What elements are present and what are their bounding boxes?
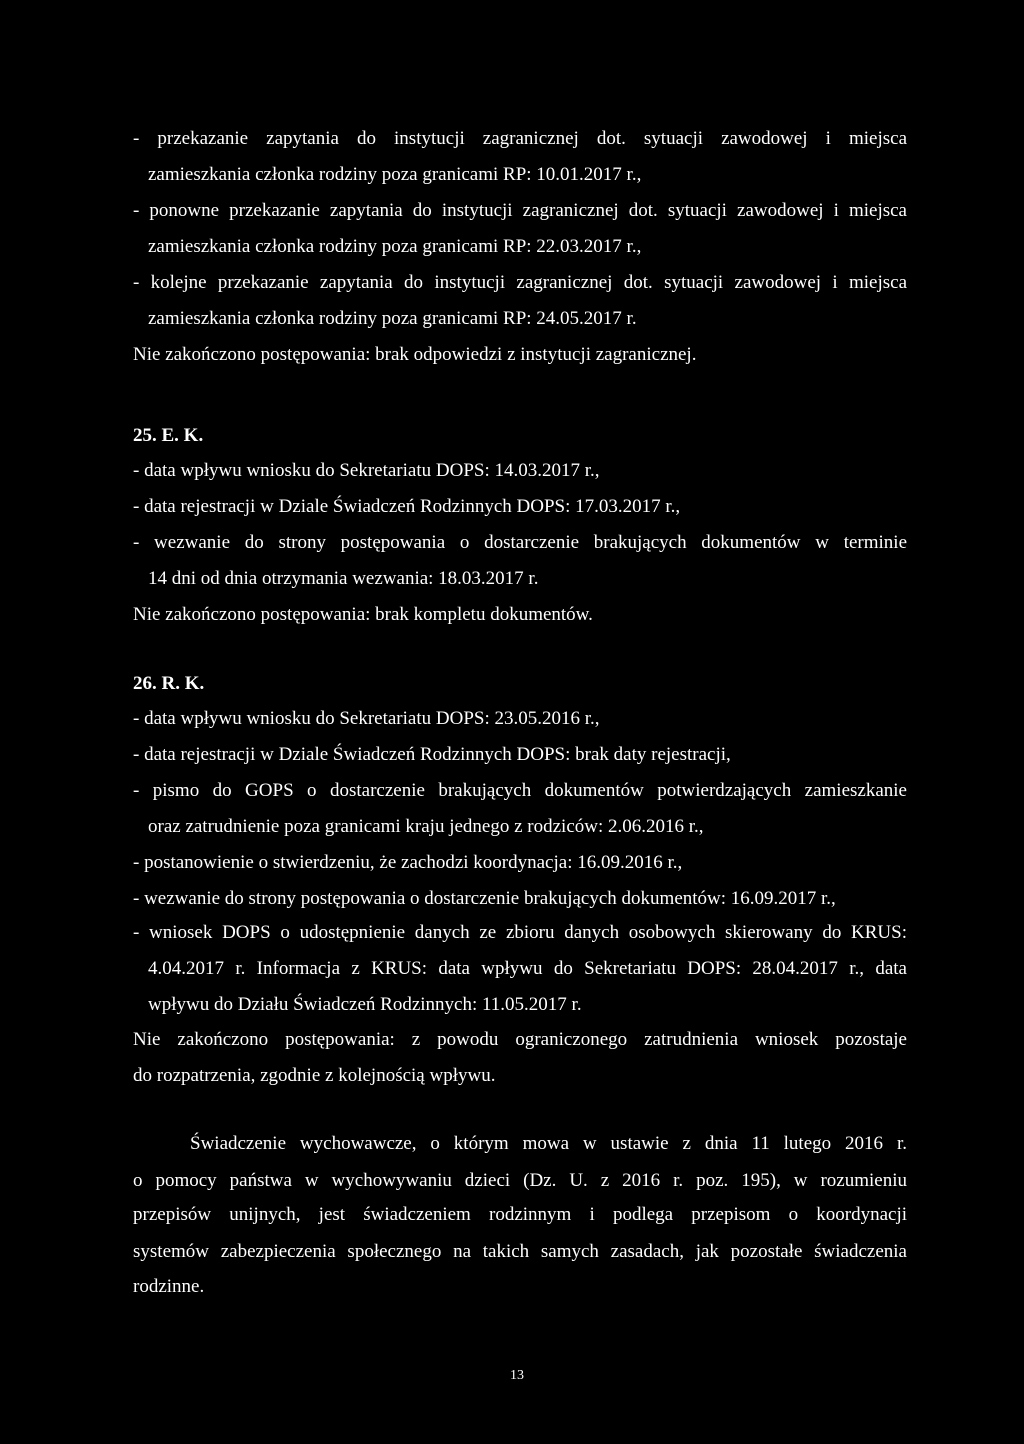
case-heading: 25. E. K. xyxy=(133,425,204,446)
list-item-line: - data wpływu wniosku do Sekretariatu DOPS: 23.05.2016 r., xyxy=(133,708,600,729)
paragraph-line: systemów zabezpieczenia społecznego na takich samych zasadach, jak pozostałe świadczenia xyxy=(133,1241,907,1262)
case-conclusion: Nie zakończono postępowania: brak kompletu dokumentów. xyxy=(133,604,593,625)
list-item-line: - data wpływu wniosku do Sekretariatu DOPS: 14.03.2017 r., xyxy=(133,460,600,481)
paragraph-line: Świadczenie wychowawcze, o którym mowa w ustawie z dnia 11 lutego 2016 r. xyxy=(190,1133,907,1154)
list-item-line: - pismo do GOPS o dostarczenie brakujących dokumentów potwierdzających zamieszkanie xyxy=(133,780,907,801)
list-item-line: - data rejestracji w Dziale Świadczeń Rodzinnych DOPS: brak daty rejestracji, xyxy=(133,744,731,765)
list-item-line: zamieszkania członka rodziny poza granicami RP: 22.03.2017 r., xyxy=(148,236,642,257)
case-heading: 26. R. K. xyxy=(133,673,205,694)
list-item-line: - kolejne przekazanie zapytania do instytucji zagranicznej dot. sytuacji zawodowej i miejsca xyxy=(133,272,907,293)
list-item-line: - ponowne przekazanie zapytania do instytucji zagranicznej dot. sytuacji zawodowej i miejsca xyxy=(133,200,907,221)
list-item-line: - data rejestracji w Dziale Świadczeń Rodzinnych DOPS: 17.03.2017 r., xyxy=(133,496,681,517)
list-item-line: 4.04.2017 r. Informacja z KRUS: data wpływu do Sekretariatu DOPS: 28.04.2017 r., data xyxy=(148,958,907,979)
list-item-line: - wezwanie do strony postępowania o dostarczenie brakujących dokumentów w terminie xyxy=(133,532,907,553)
list-item-line: - przekazanie zapytania do instytucji zagranicznej dot. sytuacji zawodowej i miejsca xyxy=(133,128,907,149)
list-item-line: wpływu do Działu Świadczeń Rodzinnych: 11.05.2017 r. xyxy=(148,994,582,1015)
list-item-line: zamieszkania członka rodziny poza granicami RP: 24.05.2017 r. xyxy=(148,308,637,329)
list-item-line: - postanowienie o stwierdzeniu, że zachodzi koordynacja: 16.09.2016 r., xyxy=(133,852,683,873)
list-item-line: - wezwanie do strony postępowania o dostarczenie brakujących dokumentów: 16.09.2017 r., xyxy=(133,888,836,909)
paragraph-line: o pomocy państwa w wychowywaniu dzieci (Dz. U. z 2016 r. poz. 195), w rozumieniu xyxy=(133,1170,907,1191)
list-item-line: 14 dni od dnia otrzymania wezwania: 18.03.2017 r. xyxy=(148,568,539,589)
page-number: 13 xyxy=(510,1368,524,1383)
case-conclusion: do rozpatrzenia, zgodnie z kolejnością wpływu. xyxy=(133,1065,496,1086)
list-item-line: zamieszkania członka rodziny poza granicami RP: 10.01.2017 r., xyxy=(148,164,642,185)
case-conclusion: Nie zakończono postępowania: z powodu ograniczonego zatrudnienia wniosek pozostaje xyxy=(133,1029,907,1050)
paragraph-line: rodzinne. xyxy=(133,1276,205,1297)
paragraph-line: przepisów unijnych, jest świadczeniem rodzinnym i podlega przepisom o koordynacji xyxy=(133,1204,907,1225)
list-item-line: oraz zatrudnienie poza granicami kraju jednego z rodziców: 2.06.2016 r., xyxy=(148,816,704,837)
list-item-line: - wniosek DOPS o udostępnienie danych ze zbioru danych osobowych skierowany do KRUS: xyxy=(133,922,907,943)
case-conclusion: Nie zakończono postępowania: brak odpowiedzi z instytucji zagranicznej. xyxy=(133,344,697,365)
